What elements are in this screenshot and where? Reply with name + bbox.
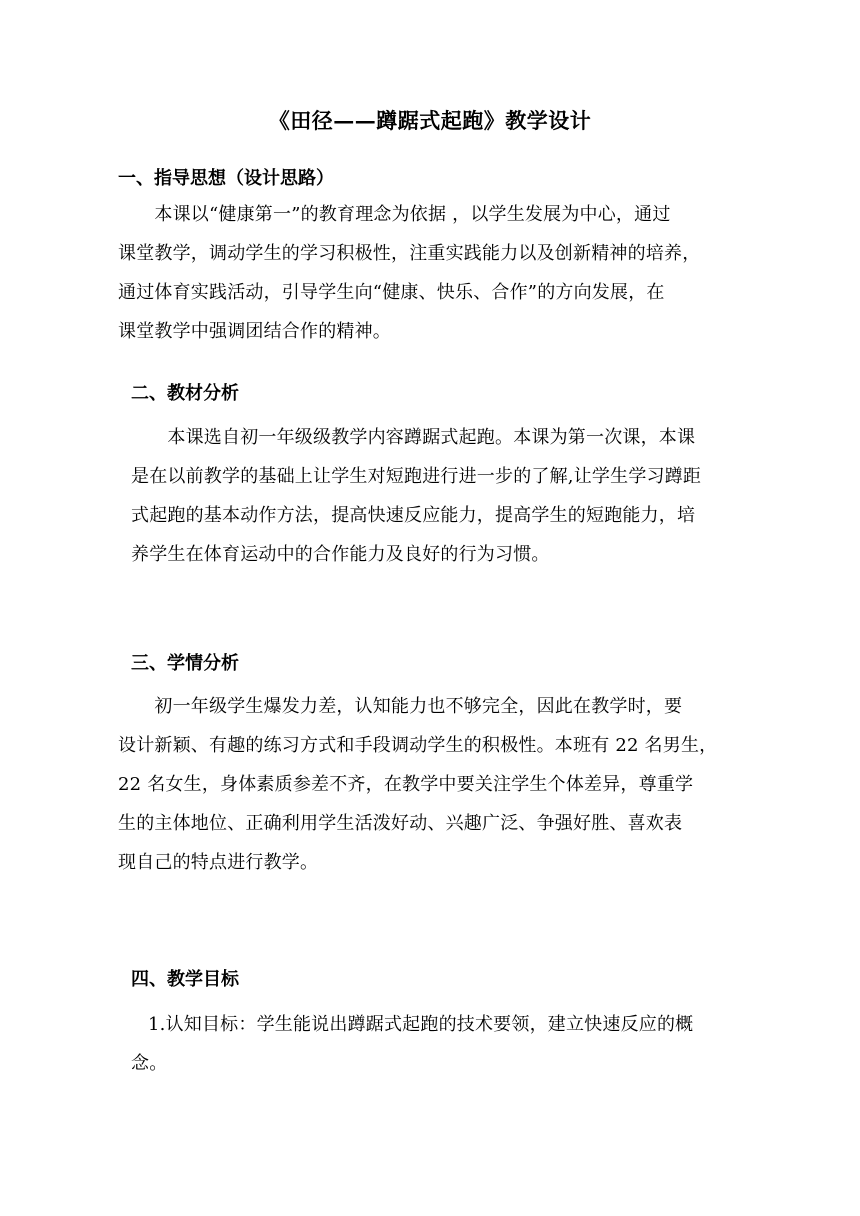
section-heading-teaching-objectives: 四、教学目标 [131, 969, 239, 990]
text-line: 设计新颖、有趣的练习方式和手段调动学生的积极性。本班有 22 名男生， [118, 735, 718, 756]
text-line: 课堂教学，调动学生的学习积极性，注重实践能力以及创新精神的培养， [118, 243, 701, 264]
text-line: 是在以前教学的基础上让学生对短跑进行进一步的了解,让学生学习蹲距 [131, 466, 702, 487]
text-line: 本课选自初一年级级教学内容蹲踞式起跑。本课为第一次课，本课 [131, 427, 696, 448]
text-line: 本课以“健康第一”的教育理念为依据 ，以学生发展为中心，通过 [118, 204, 671, 225]
document-title: 《田径——蹲踞式起跑》教学设计 [268, 108, 592, 133]
text-line: 现自己的特点进行教学。 [118, 852, 319, 873]
section-body-teaching-objectives [148, 1005, 693, 1044]
section-heading-material-analysis: 二、教材分析 [131, 383, 239, 404]
text-line: 生的主体地位、正确利用学生活泼好动、兴趣广泛、争强好胜、喜欢表 [118, 813, 683, 834]
text-line: 初一年级学生爆发力差，认知能力也不够完全，因此在教学时，要 [118, 696, 683, 717]
section-body-material-analysis [131, 418, 701, 574]
text-line: 1.认知目标：学生能说出蹲踞式起跑的技术要领，建立快速反应的概 [148, 1014, 694, 1035]
text-line: 通过体育实践活动，引导学生向“健康、快乐、合作”的方向发展，在 [118, 282, 665, 303]
text-line: 养学生在体育运动中的合作能力及良好的行为习惯。 [131, 544, 550, 565]
section-body-learner-analysis [118, 687, 717, 882]
text-line: 式起跑的基本动作方法，提高快速反应能力，提高学生的短跑能力，培 [131, 505, 696, 526]
section-heading-guiding-ideology: 一、指导思想（设计思路） [118, 168, 334, 189]
section-body-guiding-ideology [118, 195, 700, 351]
section-body-teaching-objectives-continued [131, 1044, 167, 1083]
text-line: 念。 [131, 1053, 168, 1074]
text-line: 22 名女生，身体素质参差不齐，在教学中要关注学生个体差异，尊重学 [118, 774, 694, 795]
section-heading-learner-analysis: 三、学情分析 [131, 653, 239, 674]
text-line: 课堂教学中强调团结合作的精神。 [118, 321, 391, 342]
